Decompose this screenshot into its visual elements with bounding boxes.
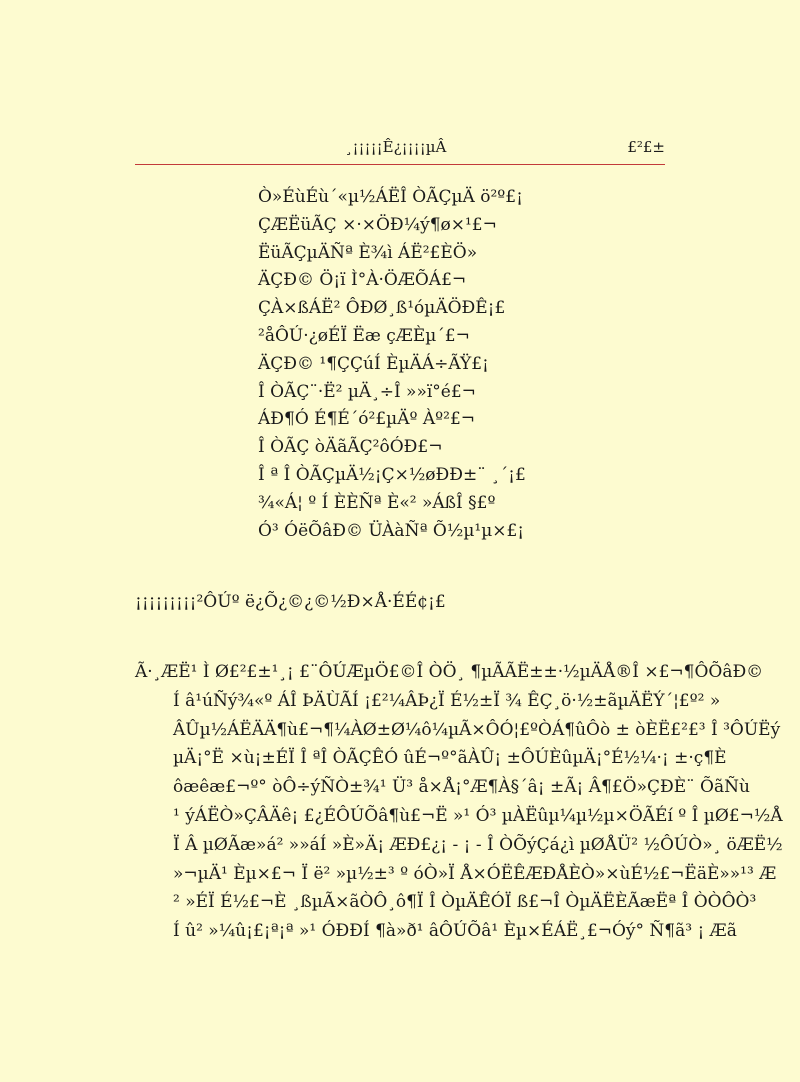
- verse-line: Î ª Î ÒÃÇµÄ½¡Ç×½øÐÐ±¨ ¸´¡£: [258, 464, 526, 485]
- verse-line: ÇÆËüÃÇ ×·×ÖÐ¼ý¶ø×¹£¬: [258, 214, 497, 235]
- verse-line: ËüÃÇµÄÑª È¾ì ÁË²£ÈÖ»: [258, 242, 478, 263]
- paragraph-line: »¬µÄ¹ Èµ×£¬ Ï ë² »µ½±³ º óÒ»Ï Å×ÓËÊÆÐÅÈÒ»×ùÉ½£¬ËäÈ»»¹³ Æ: [173, 863, 777, 884]
- verse-closing-line: ¡¡¡¡¡¡¡¡¡²ÔÚº ë¿Õ¿©¿©½Ð×Å·ÉÉ¢¡£: [135, 592, 446, 612]
- verse-line: ÇÀ×ßÁË² ÔÐØ¸ß¹óµÄÖÐÊ¡£: [258, 298, 506, 319]
- paragraph-line: ôæêæ£¬º° òÔ÷ýÑÒ±¾¹ Ü³ å×Å¡°Æ¶À§´â¡ ±Ã¡ Â¶£Ö»ÇÐÈ¨ ÕãÑù: [173, 777, 750, 798]
- page-number: £²£±: [627, 138, 665, 156]
- verse-line: ÁÐ¶Ó É¶É´ó²£µÄº Àº²£¬: [258, 409, 476, 430]
- verse-line: Ò»ÉùÉù´«µ½ÁËÎ ÒÃÇµÄ ö²º£¡: [258, 187, 523, 207]
- paragraph-line: Ã·¸ÆË¹ Ì Ø£²£±¹¸¡ £¨ÔÚÆµÖ£©Î ÒÖ¸ ¶µÃÃË±±·½µÄÅ®Î ×£¬¶ÔÕâÐ©: [135, 662, 764, 682]
- paragraph-line: ÂÛµ½ÁËÄÄ¶ù£¬¶¼ÀØ±Ø¼ô¼µÃ×ÔÓ¦£ºÒÁ¶ûÔò ± òÈË£²£³ Î ³ÔÚËý: [173, 719, 781, 740]
- paragraph-line: Ï Â µØÃæ»á² »»áÍ »È»Ä¡ ÆÐ£¿¡ - ¡ - Î ÒÕýÇá¿ì µØÅÜ² ½ÔÚÒ»¸ öÆË½: [173, 834, 783, 855]
- verse-line: Ó³ ÓëÕâÐ© ÜÀàÑª Õ½µ¹µ×£¡: [258, 520, 525, 541]
- verse-line: ¾«Á¦ º Í ÈÈÑª È«² »ÁßÎ §£º: [258, 492, 496, 513]
- verse-line: ²åÔÚ·¿øÉÏ Ëæ çÆÈµ´£¬: [258, 325, 470, 346]
- paragraph-line: Í û² »¼û¡£¡ª¡ª »¹ ÓÐÐÍ ¶à»ð¹ âÔÚÕâ¹ Èµ×ÉÁË¸£¬Óý° Ñ¶ã³ ¡ Æã: [173, 921, 737, 942]
- verse-line: ÄÇÐ© Ö¡ï Ì°À·ÖÆÕÁ£¬: [258, 270, 467, 291]
- paragraph-line: µÄ¡°Ë ×ù¡±ÉÏ Î ªÎ ÒÃÇÊÓ ûÉ¬º°ãÀÛ¡ ±ÔÚÈûµÄ¡°É½¼·¡ ±·ç¶È: [173, 748, 727, 769]
- body-paragraph: [135, 658, 783, 946]
- verse-block: [258, 184, 526, 545]
- verse-line: ÄÇÐ© ¹¶ÇÇúÍ ÈµÄÁ÷ÃŸ£¡: [258, 353, 489, 374]
- verse-line: Î ÒÃÇ òÄãÃÇ²ôÓÐ£¬: [258, 437, 443, 458]
- header-title: ¸¡¡¡¡¡Ê¿¡¡¡¡µÂ: [345, 138, 447, 156]
- paragraph-line: ¹ ýÁËÒ»ÇÂÄê¡ £¿ÉÔÚÕâ¶ù£¬Ë »¹ Ó³ µÀËûµ¼µ½µ×ÖÃÉí º Î µØ£¬½Å: [173, 805, 783, 826]
- paragraph-line: ² »ÉÏ É½£¬È ¸ßµÃ×ãÒÔ¸ô¶Ï Î ÒµÄÊÓÏ ß£¬Î ÒµÄËÈÃæËª Î ÒÒÔÒ³: [173, 892, 757, 913]
- running-header: [135, 138, 665, 165]
- verse-line: Î ÒÃÇ¨·Ë² µÄ¸÷Î »»ï°é£¬: [258, 381, 476, 402]
- paragraph-line: Í â¹úÑý¾«º ÁÎ ÞÄÙÃÍ ¡£²¼ÂÞ¿Ï É½±Ï ¾ ÊÇ¸ö·½±ãµÄËÝ´¦£º² »: [173, 690, 721, 711]
